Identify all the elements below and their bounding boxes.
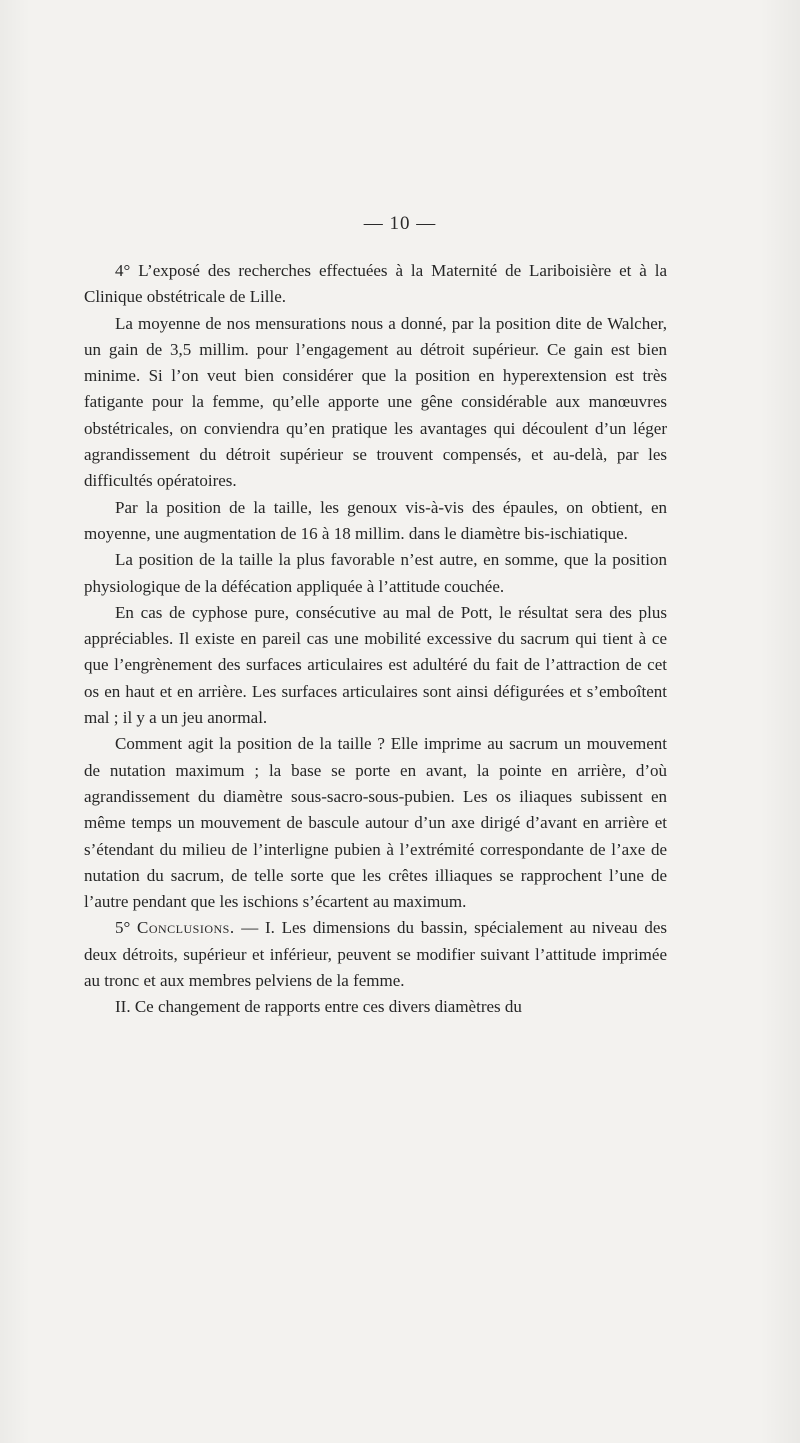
paragraph-3: Par la position de la taille, les genoux vis-à-vis des épaules, on obtient, en moyenne, une augmentation de 16 à 18 millim. dans le diamètre bis-ischiatique. [84,497,667,543]
paragraph-6: Comment agit la position de la taille ? Elle imprime au sacrum un mouvement de nutation maximum ; la base se porte en avant, la pointe en arrière, d’où agrandissement du diamètre sous-sacro-sous-pubien. Les os iliaques subissent en même temps un mouvement de bascule autour d’un axe dirigé d’avant en arrière et s’étendant du milieu de l’interligne pubien à l’extrémité correspondante de l’axe de nutation du sacrum, de telle sorte que les crêtes illiaques se rapprochent l’une de l’autre pendant que les ischions s’écartent au maximum. [84,734,667,912]
paragraph-last: II. Ce changement de rapports entre ces divers diamètres du [115,997,522,1017]
paragraph-5: En cas de cyphose pure, consécutive au mal de Pott, le résultat sera des plus appréciables. Il existe en pareil cas une mobilité excessive du sacrum qui tient à ce que l’engrènement des surfaces articulaires est adultéré du fait de l’attraction de cet os en haut et en arrière. Les surfaces articulaires sont ainsi défigurées et s’emboîtent mal ; il y a un jeu anormal. [84,602,667,728]
conclusions-paragraph [84,915,667,994]
paragraph-2: La moyenne de nos mensurations nous a donné, par la position dite de Walcher, un gain de 3,5 millim. pour l’engagement au détroit supérieur. Ce gain est bien minime. Si l’on veut bien considérer que la position en hyperextension est très fatigante pour la femme, qu’elle apporte une gêne considérable aux manœuvres obstétricales, on conviendra qu’en pratique les avantages qui découlent d’un léger agrandissement du détroit supérieur se trouvent compensés, et au-delà, par les difficultés opératoires. [84,313,667,491]
body-text [84,258,667,1021]
conclusions-text: — I. Les dimensions du bassin, spécialement au niveau des deux détroits, supérieur et inférieur, peuvent se modifier suivant l’attitude imprimée au tronc et aux membres pelviens de la femme. [84,918,667,991]
page-number: — 10 — [363,213,437,234]
paragraph-4: La position de la taille la plus favorable n’est autre, en somme, que la position physiologique de la défécation appliquée à l’attitude couchée. [84,550,667,596]
conclusions-heading: Conclusions. [137,918,235,938]
paragraph-1: 4° L’exposé des recherches effectuées à la Maternité de Lariboisière et à la Clinique obstétricale de Lille. [84,261,667,307]
conclusions-prefix: 5° [115,918,137,938]
